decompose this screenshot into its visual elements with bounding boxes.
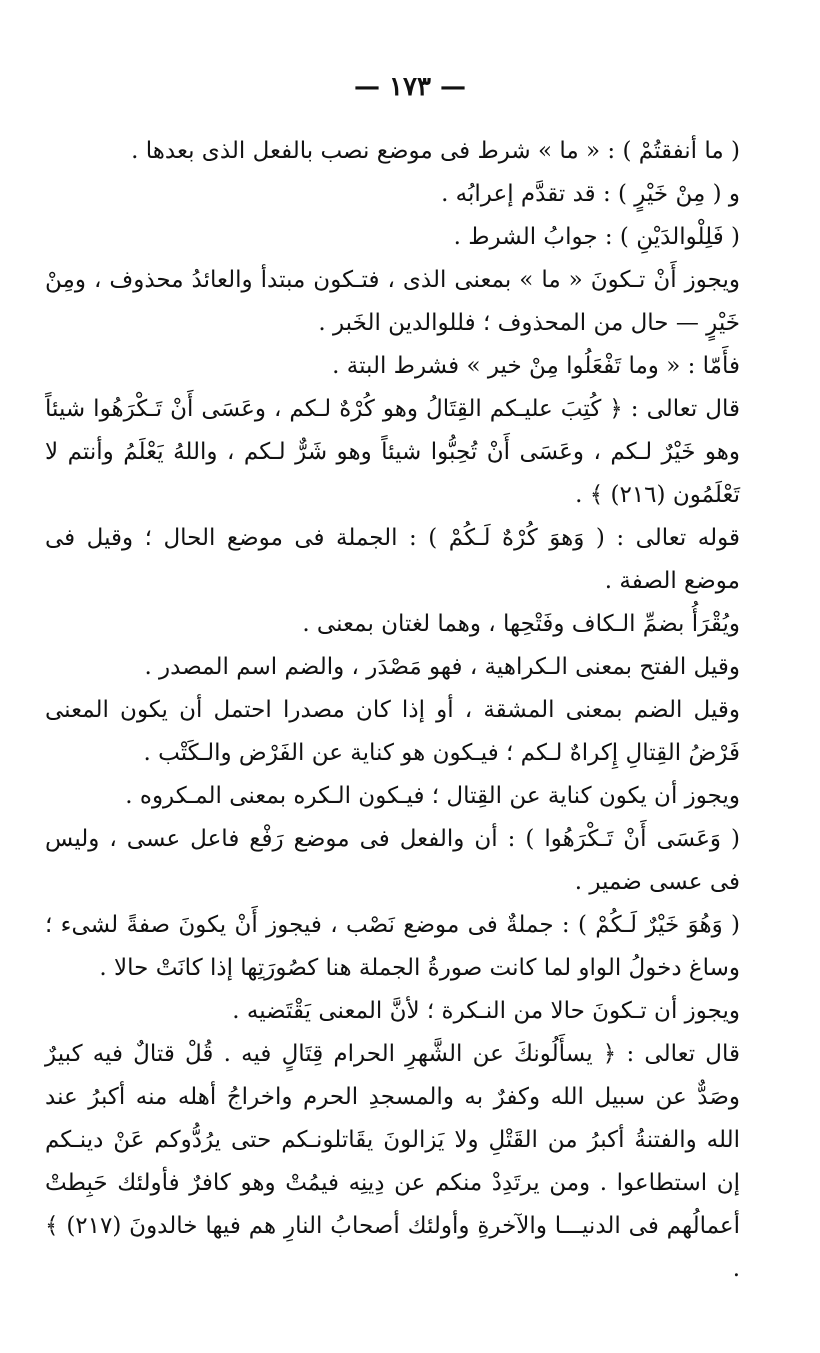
paragraph-14: ويجوز أن تـكونَ حالا من النـكرة ؛ لأنَّ المعنى يَقْتَضيه . (232, 998, 740, 1024)
paragraph-1: ( ما أنفقتُمْ ) : « ما » شرط فى موضع نصب بالفعل الذى بعدها . (131, 138, 740, 164)
paragraph-2: و ( مِنْ خَيْرٍ ) : قد تقدَّم إعرابُه . (441, 181, 740, 207)
paragraph-13: ( وَهُوَ خَيْرٌ لَـكُمْ ) : جملةٌ فى موضع نَصْب ، فيجوز أَنْ يكونَ صفةً لشىء ؛ وساغ دخولُ الواو لما كانت صورةُ الجملة هنا كصُورَتِها إذا كانَتْ حالا . (45, 912, 740, 981)
paragraph-9: وقيل الفتح بمعنى الـكراهية ، فهو مَصْدَر ، والضم اسم المصدر . (144, 654, 740, 680)
paragraph-11: ويجوز أن يكون كناية عن القِتال ؛ فيـكون الـكره بمعنى المـكروه . (125, 783, 740, 809)
quran-verse-217: قال تعالى : ﴿ يسأَلُونكَ عن الشَّهرِ الحرام قِتَالٍ فيه . قُلْ قتالٌ فيه كبيرٌ وصَدٌّ عن سبيل الله وكفرٌ به والمسجدِ الحرم واخراجُ أهله منه أكبرُ عند الله والفتنةُ أكبرُ من القَتْلِ ولا يَزالونَ يقَاتلونـكم حتى يرُدُّوكم عَنْ دينـكم إن استطاعوا . ومن يرتَدِدْ منكم عن دِينِه فيمُتْ وهو كافرٌ فأولئك حَبِطتْ أعمالُهم فى الدنيـــا والآخرةِ وأولئك أصحابُ النارِ هم فيها خالدونَ (٢١٧) ﴾ . (45, 1041, 740, 1282)
paragraph-12: ( وَعَسَى أَنْ تَـكْرَهُوا ) : أن والفعل فى موضع رَفْع فاعل عسى ، وليس فى عسى ضمير . (45, 826, 740, 895)
paragraph-4: ويجوز أَنْ تـكونَ « ما » بمعنى الذى ، فتـكون مبتدأ والعائدُ محذوف ، ومِنْ خَيْرٍ — حال من المحذوف ؛ فللوالدين الخَبر . (45, 267, 740, 336)
paragraph-5: فأَمّا : « وما تَفْعَلُوا مِنْ خير » فشرط البتة . (332, 353, 740, 379)
paragraph-10: وقيل الضم بمعنى المشقة ، أو إذا كان مصدرا احتمل أن يكون المعنى فَرْضُ القِتالِ إِكراهٌ لـكم ؛ فيـكون هو كناية عن الفَرْض والـكَتْب . (45, 697, 740, 766)
page-body (45, 130, 780, 1291)
quran-verse-216: قال تعالى : ﴿ كُتِبَ عليـكم القِتَالُ وهو كُرْهٌ لـكم ، وعَسَى أَنْ تَـكْرَهُوا شيئاً وهو خَيْرٌ لـكم ، وعَسَى أَنْ تُحِبُّوا شيئاً وهو شَرٌّ لـكم ، واللهُ يَعْلَمُ وأنتم لا تَعْلَمُون (٢١٦) ﴾ . (45, 396, 740, 508)
paragraph-7: قوله تعالى : ( وَهوَ كُرْهٌ لَـكُمْ ) : الجملة فى موضع الحال ؛ وقيل فى موضع الصفة . (45, 525, 740, 594)
paragraph-3: ( فَلِلْوالدَيْنِ ) : جوابُ الشرط . (453, 224, 740, 250)
paragraph-8: ويُقْرَأُ بضمِّ الـكاف وفَتْحِها ، وهما لغتان بمعنى . (302, 611, 740, 637)
page-number: — ١٧٣ — (353, 72, 467, 102)
